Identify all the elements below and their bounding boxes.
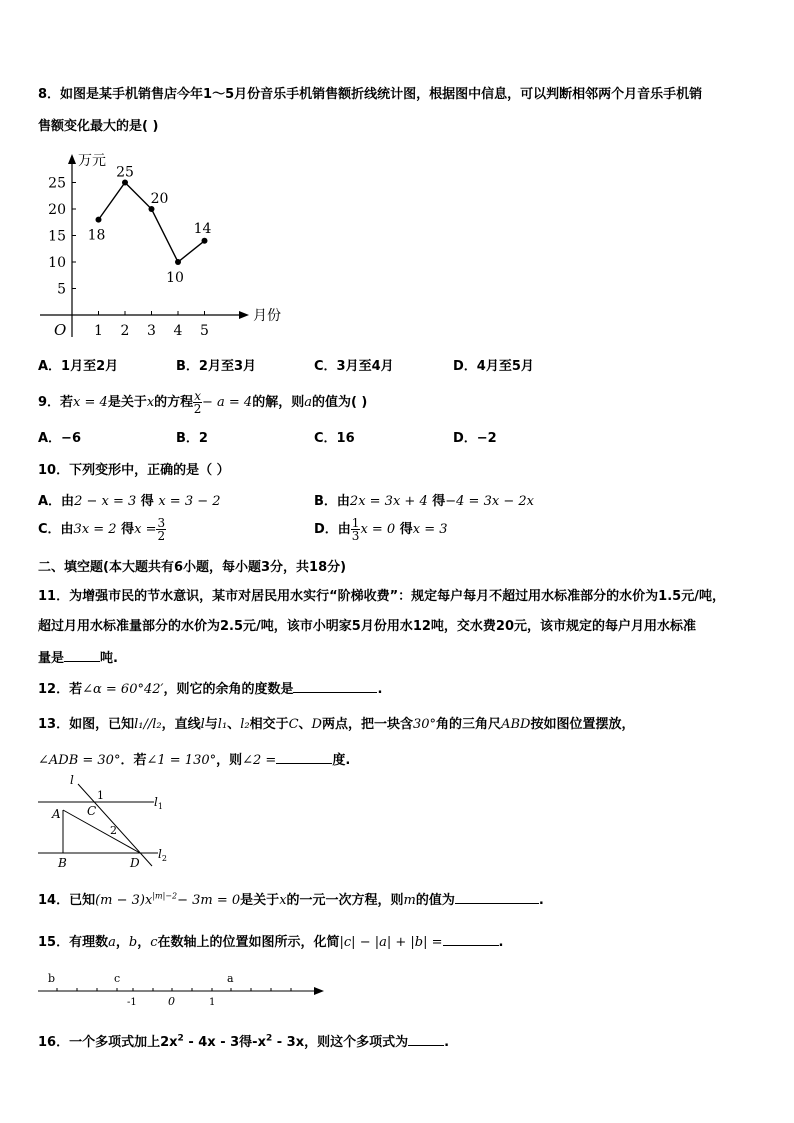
q10-d-mid: 得 [399, 522, 413, 537]
q9-var: x [146, 395, 155, 410]
q10-c-num: 3 [157, 516, 166, 530]
chart-layer [40, 153, 281, 339]
number-line-tick-1: 1 [209, 997, 216, 1008]
q12-suffix: ，则它的余角的度数是 [163, 682, 294, 697]
q9-frac-den: 2 [193, 402, 202, 416]
q13-point-c: C [288, 717, 299, 732]
q13-sep2: 、 [298, 717, 312, 732]
q16-mid: - 4x - 3得-x [183, 1035, 266, 1050]
q10-c-label: C．由 [38, 522, 74, 537]
q13-line-l1: l₁ [217, 717, 228, 732]
q9-option-c[interactable]: C．16 [314, 431, 355, 446]
q13-l1-f: 角的三角尺 [436, 717, 502, 732]
y-tick-label: 5 [57, 281, 66, 298]
q12-stem [38, 678, 382, 697]
q13-line2 [38, 749, 350, 768]
fig-label-l: l [70, 773, 74, 787]
data-point [96, 217, 102, 223]
y-tick-label: 15 [48, 228, 66, 245]
q10-b-eq2: −4 = 3x − 2x [445, 494, 534, 509]
fig-label-l1-main: l [154, 795, 158, 809]
q14-prefix: 14．已知 [38, 893, 96, 908]
q10-d-den: 3 [351, 529, 360, 543]
q11-line3-b: 吨. [100, 651, 118, 666]
q10-c-eq1: 3x = 2 [73, 522, 117, 537]
q10-a-eq1: 2 − x = 3 [74, 494, 137, 509]
q12-answer-blank[interactable] [293, 692, 377, 693]
q11-line2: 超过月用水标准量部分的水价为2.5元/吨，该市小明家5月份用水12吨，交水费20元，该市规定的每户月用水标准 [38, 619, 697, 634]
q13-point-d: D [311, 717, 322, 732]
q13-l2-c: ∠1 = 130° [146, 753, 217, 768]
q10-d-fraction [351, 517, 361, 542]
x-tick-label: 3 [147, 323, 156, 339]
x-tick-label: 1 [94, 323, 103, 339]
q10-a-mid: 得 [140, 494, 154, 509]
q10-c-den: 2 [157, 529, 166, 543]
fig-label-l1 [154, 795, 163, 811]
q10-b-label: B．由 [314, 494, 350, 509]
q8-option-a[interactable]: A．1月至2月 [38, 359, 119, 374]
q10-d-eq1: x = 0 [360, 522, 396, 537]
origin-label: O [54, 321, 67, 339]
number-line-figure [34, 968, 334, 1012]
q10-a-eq2: x = 3 − 2 [158, 494, 221, 509]
q13-l2-e: ∠2 = [242, 753, 277, 768]
q13-l1-c: 与 [204, 717, 218, 732]
number-line-label-c: c [114, 972, 121, 985]
q11-answer-blank[interactable] [64, 661, 100, 662]
q9-suffix2: 的值为( ) [311, 395, 368, 410]
q11-line3-a: 量是 [38, 651, 65, 666]
q14-expr2: − 3m = 0 [177, 893, 241, 908]
q8-option-c[interactable]: C．3月至4月 [314, 359, 394, 374]
section-2-heading: 二、填空题(本大题共有6小题，每小题3分，共18分) [38, 560, 347, 575]
q14-x: x [279, 893, 287, 908]
q15-expr: |c| − |a| + |b| = [339, 935, 443, 950]
q13-sep: 、 [227, 717, 241, 732]
number-line-tick-neg1: -1 [127, 997, 137, 1008]
data-label: 10 [166, 270, 184, 286]
data-point [202, 238, 208, 244]
y-tick-label: 10 [48, 255, 66, 271]
q9-cond: x = 4 [73, 395, 108, 410]
q13-line-l2: l₂ [240, 717, 250, 732]
q9-var-a: a [304, 395, 312, 410]
q15-prefix: 15．有理数 [38, 935, 109, 950]
q13-l2-b: ．若 [120, 753, 147, 768]
q14-suffix: 的值为 [415, 893, 455, 908]
q14-mid: 是关于 [240, 893, 280, 908]
q10-option-d[interactable] [314, 517, 448, 542]
q13-l1-d: 相交于 [249, 717, 289, 732]
q13-parallel: l₁//l₂ [134, 717, 162, 732]
q13-l1-g: 按如图位置摆放， [530, 717, 635, 732]
q13-line1 [38, 713, 634, 732]
fig-label-l1-sub: 1 [157, 802, 163, 811]
q10-c-mid: 得 [121, 522, 135, 537]
q10-c-lhs: x = [134, 522, 157, 537]
q15-a: a [108, 935, 116, 950]
q10-a-label: A．由 [38, 494, 75, 509]
q10-option-b[interactable] [314, 490, 534, 509]
q13-l2-a: ∠ADB = 30° [38, 753, 121, 768]
q16-answer-blank[interactable] [408, 1045, 444, 1046]
q8-option-d[interactable]: D．4月至5月 [453, 359, 534, 374]
q11-line1: 11．为增强市民的节水意识，某市对居民用水实行“阶梯收费”：规定每户每月不超过用水标准部分的水价为1.5元/吨， [38, 589, 725, 604]
y-axis-arrow-icon [68, 154, 76, 164]
number-line-label-b: b [48, 972, 56, 985]
x-tick-label: 2 [120, 323, 130, 339]
fig-label-d: D [130, 856, 140, 870]
q9-option-b[interactable]: B．2 [176, 431, 208, 446]
q16-end: . [444, 1035, 450, 1050]
q13-abd: ABD [501, 717, 531, 732]
q9-mid2: 的方程 [154, 395, 194, 410]
sales-line-chart [36, 140, 281, 345]
parallel-lines-triangle-figure [34, 772, 184, 870]
q15-end: . [498, 935, 504, 950]
q13-l1-a: 13．如图，已知 [38, 717, 135, 732]
q13-line-l: l [200, 717, 205, 732]
fig-label-a: A [52, 807, 61, 821]
x-axis-arrow-icon [239, 311, 249, 319]
q10-c-fraction [156, 517, 166, 542]
q14-expr: (m − 3)x [95, 893, 153, 908]
q16-sup2: 2 [265, 1033, 273, 1044]
q15-comma1: ， [115, 935, 129, 950]
q10-d-num: 1 [351, 516, 360, 530]
q16-mid2: - 3x，则这个多项式为 [272, 1035, 409, 1050]
data-label: 25 [116, 164, 134, 181]
q16-prefix: 16．一个多项式加上2x [38, 1035, 178, 1050]
fig-label-l2 [158, 847, 167, 863]
fig-label-l2-main: l [158, 847, 162, 861]
q10-d-eq2: x = 3 [412, 522, 448, 537]
y-axis-label: 万元 [78, 153, 106, 169]
q13-l2-f: 度. [332, 753, 351, 768]
triangle-side-ad [63, 810, 140, 853]
q12-end: . [377, 682, 383, 697]
data-label: 18 [87, 227, 106, 244]
x-tick-label: 5 [200, 323, 209, 339]
fig-label-angle1: 1 [97, 789, 104, 802]
q11-line3 [38, 647, 118, 666]
fig-label-b: B [58, 856, 67, 870]
q16-sup1: 2 [177, 1033, 184, 1044]
y-tick-label: 25 [48, 175, 66, 192]
q9-suffix: 的解，则 [252, 395, 305, 410]
fig-label-l2-sub: 2 [161, 854, 167, 863]
q9-eq-rest: − a = 4 [201, 395, 253, 410]
number-line-label-a: a [227, 972, 234, 985]
q9-option-a[interactable]: A．−6 [38, 431, 81, 446]
q14-answer-blank[interactable] [455, 903, 539, 904]
q8-option-b[interactable]: B．2月至3月 [176, 359, 256, 374]
x-axis-label: 月份 [253, 308, 281, 324]
q10-d-label: D．由 [314, 522, 351, 537]
q9-prefix: 9．若 [38, 395, 74, 410]
q15-stem [38, 931, 503, 950]
q13-l1-b: ，直线 [161, 717, 201, 732]
number-line-arrow-icon [314, 987, 324, 995]
q13-answer-blank[interactable] [276, 763, 332, 764]
q10-b-eq1: 2x = 3x + 4 [349, 494, 428, 509]
data-point [175, 259, 181, 265]
q9-mid: 是关于 [107, 395, 147, 410]
q10-stem: 10．下列变形中，正确的是（ ） [38, 463, 230, 478]
q14-stem [38, 889, 544, 908]
q15-answer-blank[interactable] [443, 945, 499, 946]
q15-b: b [128, 935, 138, 950]
q12-prefix: 12．若 [38, 682, 83, 697]
q8-stem-line1: 8．如图是某手机销售店今年1～5月份音乐手机销售额折线统计图，根据图中信息，可以判断相邻两个月音乐手机销 [38, 87, 703, 102]
q13-deg: 30° [413, 717, 437, 732]
q8-stem-line2: 售额变化最大的是( ) [38, 119, 159, 134]
q12-expr: ∠α = 60°42′ [82, 682, 164, 697]
q10-b-mid: 得 [432, 494, 446, 509]
q9-option-d[interactable]: D．−2 [453, 431, 497, 446]
fig-label-angle2: 2 [110, 824, 117, 837]
data-label: 14 [193, 220, 212, 237]
q15-c: c [150, 935, 158, 950]
q9-stem [38, 390, 367, 415]
q16-stem [38, 1031, 449, 1050]
q15-mid: 在数轴上的位置如图所示，化简 [157, 935, 340, 950]
number-line-tick-0: 0 [168, 995, 175, 1008]
q14-exponent: |m|−2 [152, 891, 178, 901]
q14-m: m [403, 893, 416, 908]
q14-end: . [538, 893, 544, 908]
q15-comma2: ， [137, 935, 151, 950]
q14-mid2: 的一元一次方程，则 [286, 893, 404, 908]
y-tick-label: 20 [48, 202, 66, 218]
q9-frac-num: x [194, 389, 201, 403]
q10-option-c[interactable] [38, 517, 166, 542]
q10-option-a[interactable] [38, 490, 221, 509]
q13-l2-d: ，则 [216, 753, 243, 768]
data-label: 20 [150, 191, 169, 207]
fig-label-c: C [87, 804, 97, 818]
q13-l1-e: 两点，把一块含 [321, 717, 413, 732]
q9-fraction [193, 390, 202, 415]
x-tick-label: 4 [173, 323, 183, 339]
